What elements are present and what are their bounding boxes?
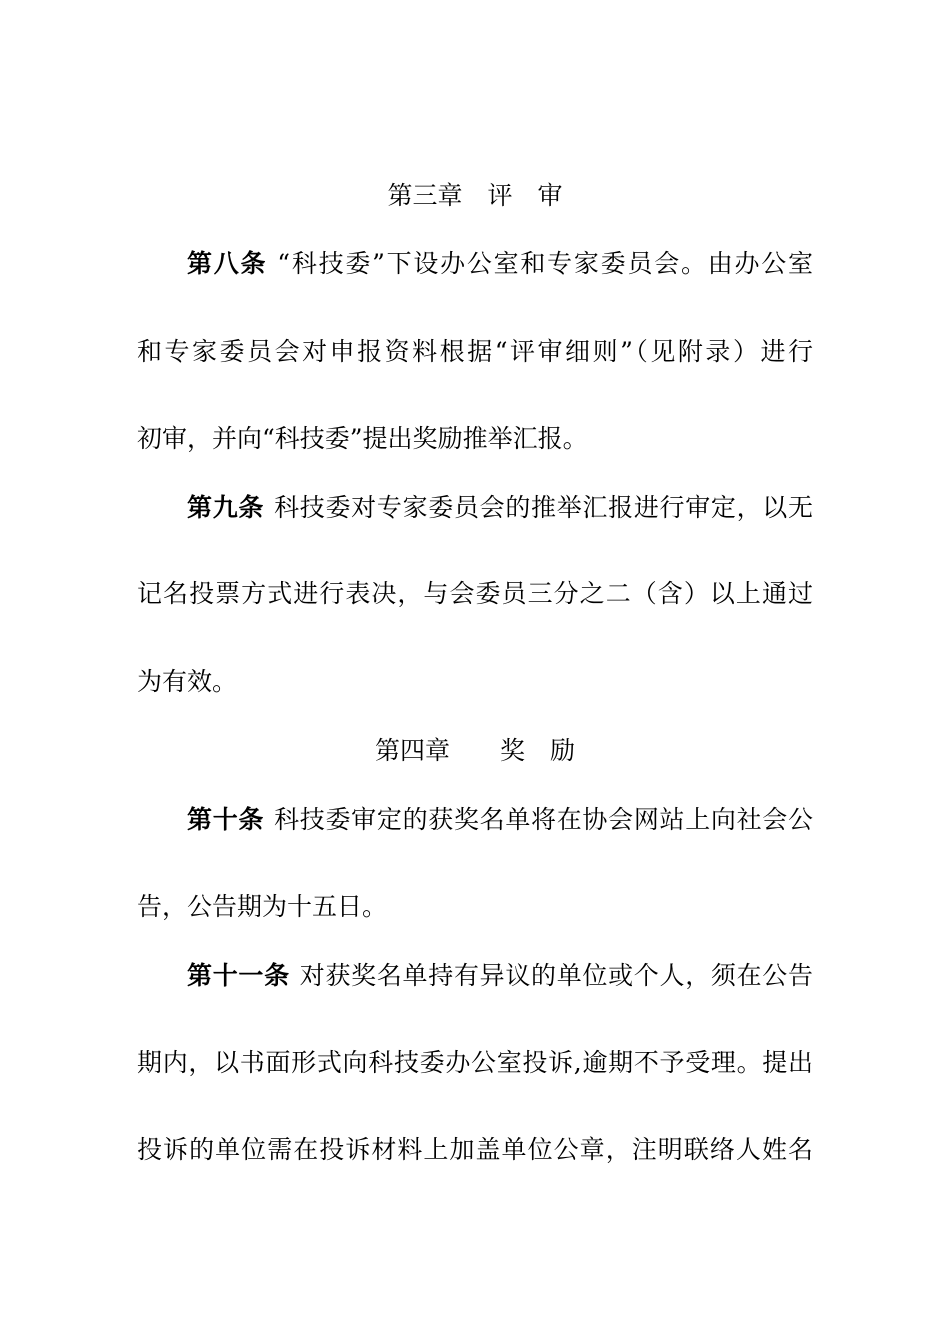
article-8-line-1 [187, 248, 813, 280]
article-10-text-1: 科技委审定的获奖名单将在协会网站上向社会公 [274, 805, 813, 834]
article-11-number: 第十一条 [187, 961, 290, 990]
article-9-line-1 [187, 492, 813, 524]
chapter-4-heading: 第四章 奖 励 [374, 736, 575, 765]
article-8-line-2: 和专家委员会对申报资料根据“评审细则”（见附录）进行 [137, 337, 813, 366]
article-9-line-3: 为有效。 [137, 667, 238, 696]
article-9-line-2: 记名投票方式进行表决，与会委员三分之二（含）以上通过 [137, 579, 813, 608]
article-11-text-1: 对获奖名单持有异议的单位或个人，须在公告 [299, 961, 813, 990]
article-8-line-3: 初审，并向“科技委”提出奖励推举汇报。 [137, 424, 588, 453]
article-10-line-1 [187, 804, 813, 836]
article-9-number: 第九条 [187, 493, 265, 522]
chapter-3-heading: 第三章 评 审 [387, 181, 563, 210]
article-11-line-1 [187, 960, 813, 992]
article-10-number: 第十条 [187, 805, 265, 834]
article-11-line-3: 投诉的单位需在投诉材料上加盖单位公章，注明联络人姓名 [137, 1135, 813, 1164]
article-9-text-1: 科技委对专家委员会的推举汇报进行审定，以无 [274, 493, 813, 522]
article-8-text-1: “科技委”下设办公室和专家委员会。由办公室 [277, 249, 813, 278]
article-11-line-2: 期内，以书面形式向科技委办公室投诉,逾期不予受理。提出 [137, 1048, 813, 1077]
article-10-line-2: 告，公告期为十五日。 [137, 892, 388, 921]
article-8-number: 第八条 [187, 249, 268, 278]
